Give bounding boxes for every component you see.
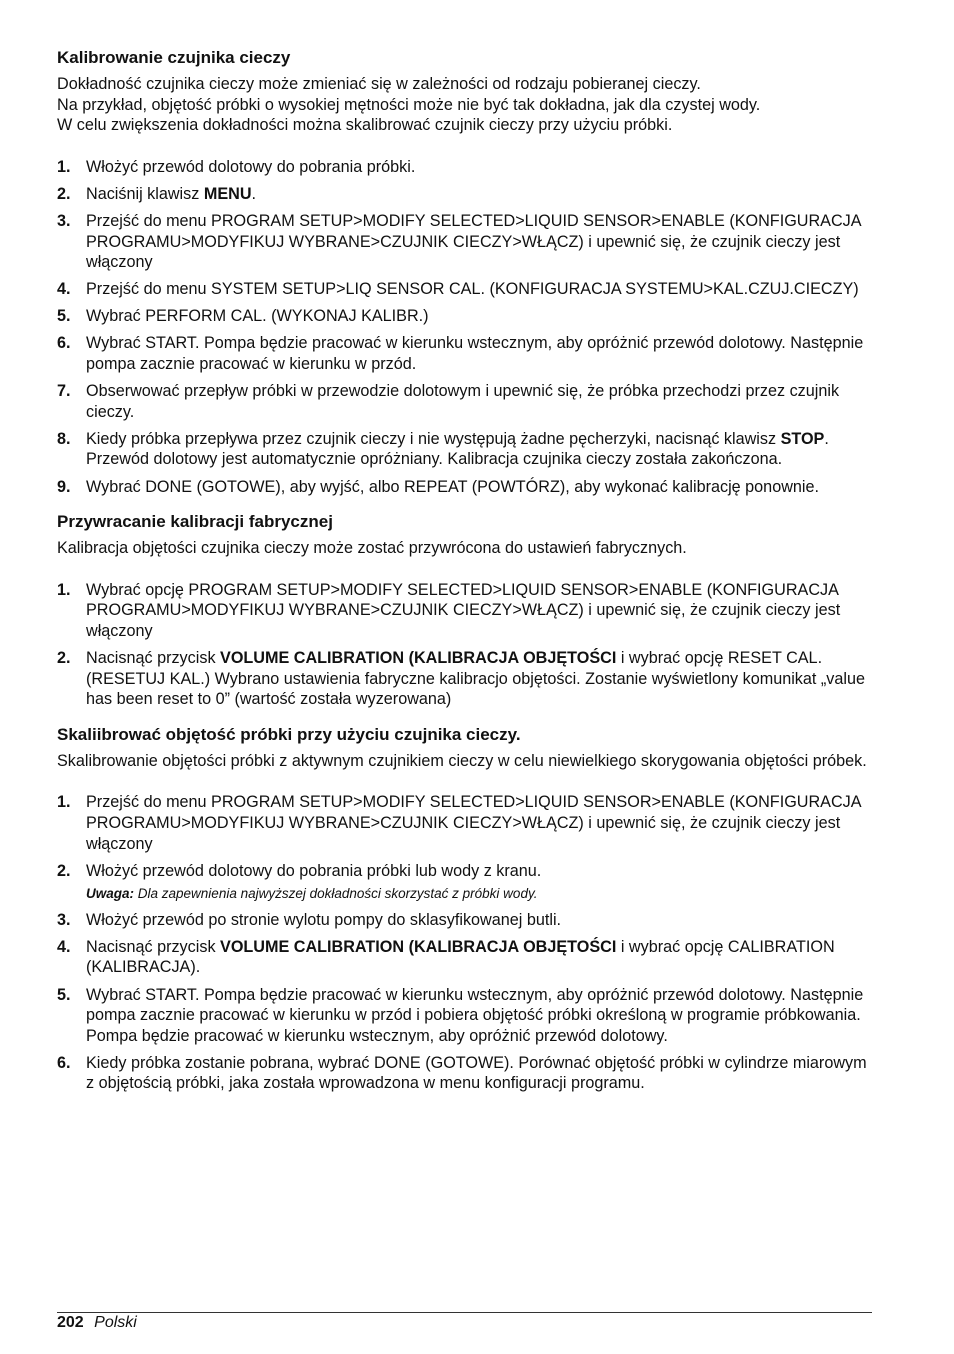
step-item (57, 381, 877, 422)
step-text: Wybrać START. Pompa będzie pracować w kierunku wstecznym, aby opróżnić przewód dolotowy. Następnie pompa zacznie pracować w kierunku w przód i pobiera objętość próbki określoną w programie próbkowania. Pompa będzie pracować w kierunku wstecznym, aby opróżnić przewód dolotowy. (86, 985, 864, 1045)
footer-divider (57, 1312, 872, 1313)
step-text: Włożyć przewód po stronie wylotu pompy do sklasyfikowanej butli. (86, 910, 562, 929)
key-name: MENU (203, 184, 252, 203)
step-number: 4. (57, 937, 71, 956)
step-number: 1. (57, 157, 71, 176)
section-intro (57, 751, 877, 772)
step-number: 8. (57, 429, 71, 448)
step-text: Przejść do menu PROGRAM SETUP>MODIFY SELECTED>LIQUID SENSOR>ENABLE (KONFIGURACJA PROGRAMU>MODYFIKUJ WYBRANE>CZUJNIK CIECZY>WŁĄCZ) i upewnić się, że czujnik cieczy jest włączony (86, 793, 861, 853)
steps-list (57, 157, 877, 497)
step-item (57, 792, 877, 854)
step-item (57, 429, 877, 470)
step-number: 1. (57, 580, 71, 599)
step-item (57, 157, 877, 178)
step-number: 7. (57, 382, 71, 401)
step-item (57, 985, 877, 1047)
step-item (57, 211, 877, 273)
step-item (57, 648, 877, 710)
step-number: 1. (57, 793, 71, 812)
step-text: Włożyć przewód dolotowy do pobrania próbki lub wody z kranu. (86, 861, 542, 880)
step-text: Wybrać PERFORM CAL. (WYKONAJ KALIBR.) (86, 307, 429, 326)
step-text: Naciśnij klawisz (86, 184, 204, 203)
intro-line: Kalibracja objętości czujnika cieczy może zostać przywrócona do ustawień fabrycznych. (57, 539, 687, 558)
step-number: 3. (57, 910, 71, 929)
step-text: Nacisnąć przycisk (86, 937, 221, 956)
section-sample-volume-calibration (57, 724, 877, 1094)
step-text: Przejść do menu PROGRAM SETUP>MODIFY SELECTED>LIQUID SENSOR>ENABLE (KONFIGURACJA PROGRAMU>MODYFIKUJ WYBRANE>CZUJNIK CIECZY>WŁĄCZ) i upewnić się, że czujnik cieczy jest włączony (86, 211, 861, 272)
page-footer (57, 1313, 137, 1333)
step-item (57, 580, 877, 642)
note (86, 885, 877, 903)
step-number: 2. (57, 861, 71, 880)
step-number: 6. (57, 334, 71, 353)
note-label: Uwaga: (86, 885, 135, 901)
steps-list (57, 910, 877, 1094)
step-item (57, 937, 877, 978)
section-intro (57, 538, 877, 559)
step-text: Włożyć przewód dolotowy do pobrania próbki. (86, 157, 416, 176)
key-name: STOP (780, 429, 825, 448)
step-item (57, 910, 877, 931)
page-number: 202 (57, 1314, 84, 1331)
step-text: . Przewód dolotowy jest automatycznie opróżniany. Kalibracja czujnika cieczy została zakończona. (86, 429, 829, 469)
step-item (57, 861, 877, 882)
intro-line: Skalibrowanie objętości próbki z aktywnym czujnikiem cieczy w celu niewielkiego skorygowania objętości próbek. (57, 751, 867, 770)
key-name: VOLUME CALIBRATION (KALIBRACJA OBJĘTOŚCI (220, 937, 617, 956)
step-number: 5. (57, 985, 71, 1004)
intro-line: Na przykład, objętość próbki o wysokiej mętności może nie być tak dokładna, jak dla czystej wody. (57, 95, 761, 114)
section-factory-reset (57, 511, 877, 710)
intro-line: W celu zwiększenia dokładności można skalibrować czujnik cieczy przy użyciu próbki. (57, 116, 673, 135)
step-text: Wybrać DONE (GOTOWE), aby wyjść, albo REPEAT (POWTÓRZ), aby wykonać kalibrację ponownie. (86, 477, 819, 496)
step-item (57, 279, 877, 300)
step-number: 3. (57, 211, 71, 230)
step-text: Kiedy próbka przepływa przez czujnik cieczy i nie występują żadne pęcherzyki, nacisnąć klawisz (86, 429, 781, 448)
step-number: 4. (57, 280, 71, 299)
step-number: 5. (57, 307, 71, 326)
step-text: i wybrać opcję RESET CAL. (RESETUJ KAL.) Wybrano ustawienia fabryczne kalibracjo objętości. Zostanie wyświetlony komunikat „value has been reset to 0” (wartość została wyzerowana) (86, 648, 865, 709)
step-text: Wybrać START. Pompa będzie pracować w kierunku wstecznym, aby opróżnić przewód dolotowy. Następnie pompa zacznie pracować w kierunku w przód. (86, 334, 864, 374)
step-text: Nacisnąć przycisk (86, 648, 221, 667)
section-heading: Kalibrowanie czujnika cieczy (57, 48, 291, 67)
document-content (57, 47, 877, 1100)
step-text: . (251, 184, 257, 203)
step-number: 2. (57, 184, 71, 203)
step-text: Przejść do menu SYSTEM SETUP>LIQ SENSOR CAL. (KONFIGURACJA SYSTEMU>KAL.CZUJ.CIECZY) (86, 280, 859, 299)
steps-list (57, 792, 877, 881)
key-name: VOLUME CALIBRATION (KALIBRACJA OBJĘTOŚCI (220, 648, 617, 667)
section-liquid-sensor-calibration (57, 47, 877, 497)
step-text: i wybrać opcję CALIBRATION (KALIBRACJA). (86, 937, 835, 977)
step-number: 6. (57, 1053, 71, 1072)
step-text: Wybrać opcję PROGRAM SETUP>MODIFY SELECTED>LIQUID SENSOR>ENABLE (KONFIGURACJA PROGRAMU>MODYFIKUJ WYBRANE>CZUJNIK CIECZY>WŁĄCZ) i upewnić się, że czujnik cieczy jest włączony (86, 580, 841, 640)
footer-language: Polski (94, 1314, 137, 1331)
step-item (57, 333, 877, 374)
step-text: Obserwować przepływ próbki w przewodzie dolotowym i upewnić się, że próbka przechodzi przez czujnik cieczy. (86, 382, 840, 421)
step-item (57, 477, 877, 498)
step-item (57, 1053, 877, 1094)
section-heading: Skaliibrować objętość próbki przy użyciu czujnika cieczy. (57, 724, 521, 744)
step-text: Kiedy próbka zostanie pobrana, wybrać DONE (GOTOWE). Porównać objętość próbki w cylindrze miarowym z objętością próbki, jaka została wprowadzona w menu konfiguracji programu. (86, 1053, 867, 1093)
step-number: 2. (57, 648, 71, 667)
step-item (57, 306, 877, 327)
section-intro (57, 74, 877, 136)
intro-line: Dokładność czujnika cieczy może zmieniać się w zależności od rodzaju pobieranej cieczy. (57, 75, 701, 93)
note-text: Dla zapewnienia najwyższej dokładności skorzystać z próbki wody. (134, 885, 538, 901)
step-number: 9. (57, 477, 71, 496)
steps-list (57, 580, 877, 710)
step-item (57, 184, 877, 205)
section-heading: Przywracanie kalibracji fabrycznej (57, 512, 333, 532)
